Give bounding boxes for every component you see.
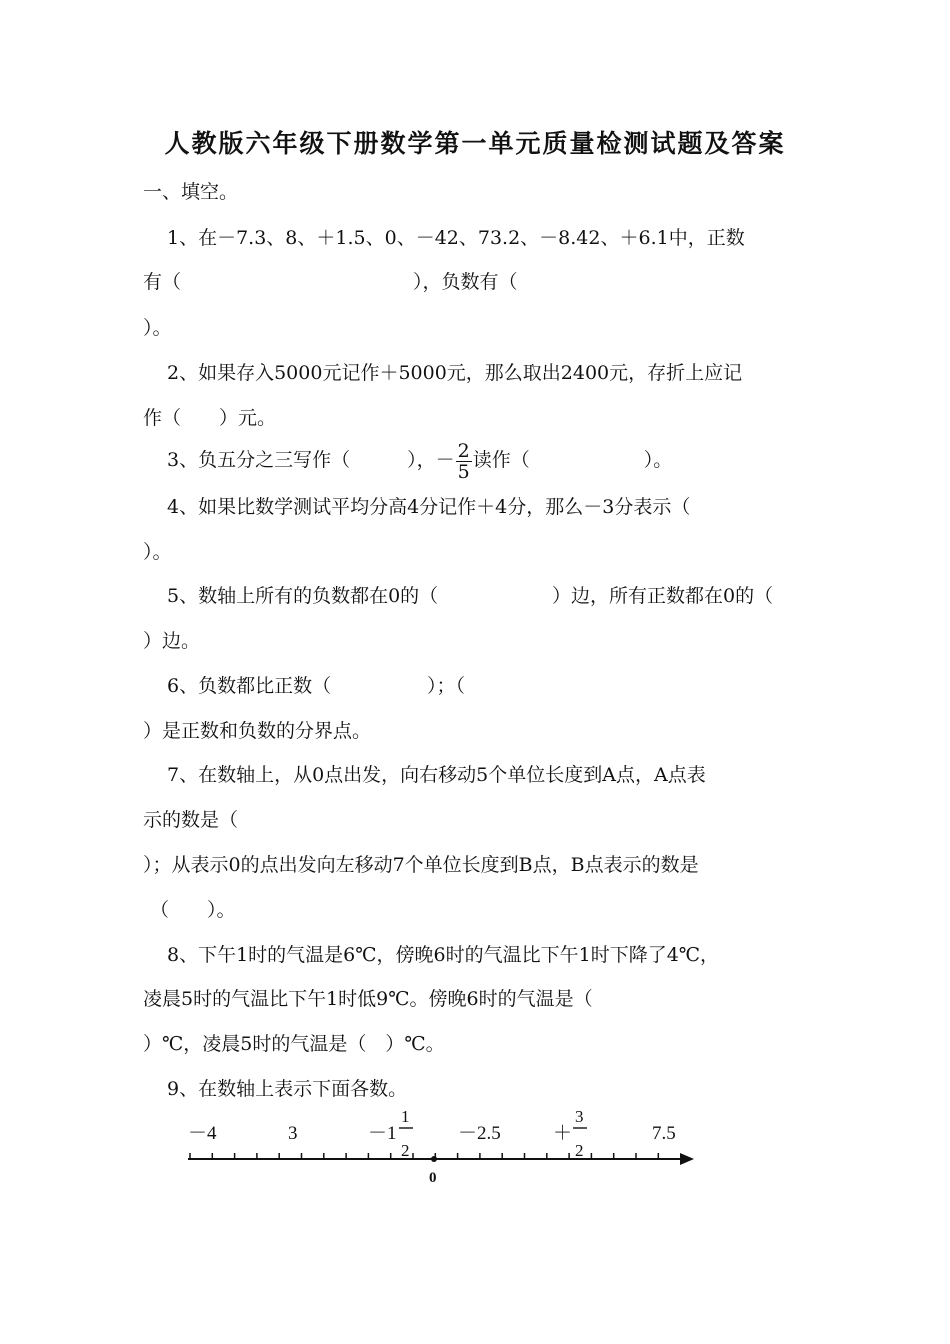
question-3-prefix: 3、负五分之三写作（ ），－: [167, 449, 455, 471]
label-minus-1-half-num: 1: [401, 1107, 410, 1126]
question-5-line-2: ）边。: [143, 630, 201, 652]
label-minus-1-half-whole: －1: [368, 1123, 397, 1144]
question-1-line-2b: ），负数有（: [413, 271, 518, 293]
page-title: 人教版六年级下册数学第一单元质量检测试题及答案: [164, 129, 786, 158]
label-plus-3-halves-sign: ＋: [553, 1123, 573, 1144]
question-8-line-3: ）℃，凌晨5时的气温是（ ）℃。: [143, 1033, 445, 1055]
question-4-line-2: ）。: [143, 541, 172, 563]
label-7-5: 7.5: [652, 1123, 676, 1144]
label-plus-3-halves-den: 2: [575, 1141, 584, 1160]
question-4-line-1: 4、如果比数学测试平均分高4分记作＋4分，那么－3分表示（: [167, 496, 691, 518]
label-3: 3: [288, 1123, 298, 1144]
question-2-line-2: 作（ ）元。: [143, 407, 277, 429]
question-1-line-3: ）。: [143, 317, 172, 339]
axis-arrow-icon: [680, 1153, 694, 1165]
section-heading: 一、填空。: [143, 181, 239, 203]
question-6-line-1a: 6、负数都比正数（: [167, 675, 332, 697]
label-minus-2-5: －2.5: [458, 1123, 501, 1144]
question-1-line-1: 1、在－7.3、8、＋1.5、0、－42、73.2、－8.42、＋6.1中，正数: [167, 227, 745, 249]
question-7-line-2: 示的数是（: [143, 809, 239, 831]
label-minus-4: －4: [188, 1123, 217, 1144]
question-1-line-2a: 有（: [143, 271, 182, 293]
fraction-denominator: 5: [457, 460, 470, 483]
question-7-line-4: （ ）。: [150, 899, 236, 921]
question-7-line-3: ）；从表示0的点出发向左移动7个单位长度到B点，B点表示的数是: [143, 854, 699, 876]
question-7-line-1: 7、在数轴上，从0点出发，向右移动5个单位长度到A点，A点表: [167, 764, 706, 786]
question-3-suffix: 读作（ ）。: [472, 449, 673, 471]
question-5-line-1a: 5、数轴上所有的负数都在0的（: [167, 585, 439, 607]
question-6-line-2: ）是正数和负数的分界点。: [143, 720, 372, 742]
origin-label: 0: [429, 1170, 437, 1186]
label-plus-3-halves-num: 3: [575, 1107, 584, 1126]
origin-dot: [431, 1156, 437, 1162]
label-minus-1-half-den: 2: [401, 1141, 410, 1160]
question-5-line-1b: ）边，所有正数都在0的（: [552, 585, 774, 607]
question-6-line-1b: ）；（: [427, 675, 466, 697]
question-8-line-1: 8、下午1时的气温是6℃，傍晚6时的气温比下午1时下降了4℃，: [167, 944, 720, 966]
fraction-numerator: 2: [457, 439, 470, 462]
question-8-line-2: 凌晨5时的气温比下午1时低9℃。傍晚6时的气温是（: [143, 988, 593, 1010]
question-2-line-1: 2、如果存入5000元记作＋5000元，那么取出2400元，存折上应记: [167, 362, 743, 384]
question-9-line-1: 9、在数轴上表示下面各数。: [167, 1078, 408, 1100]
